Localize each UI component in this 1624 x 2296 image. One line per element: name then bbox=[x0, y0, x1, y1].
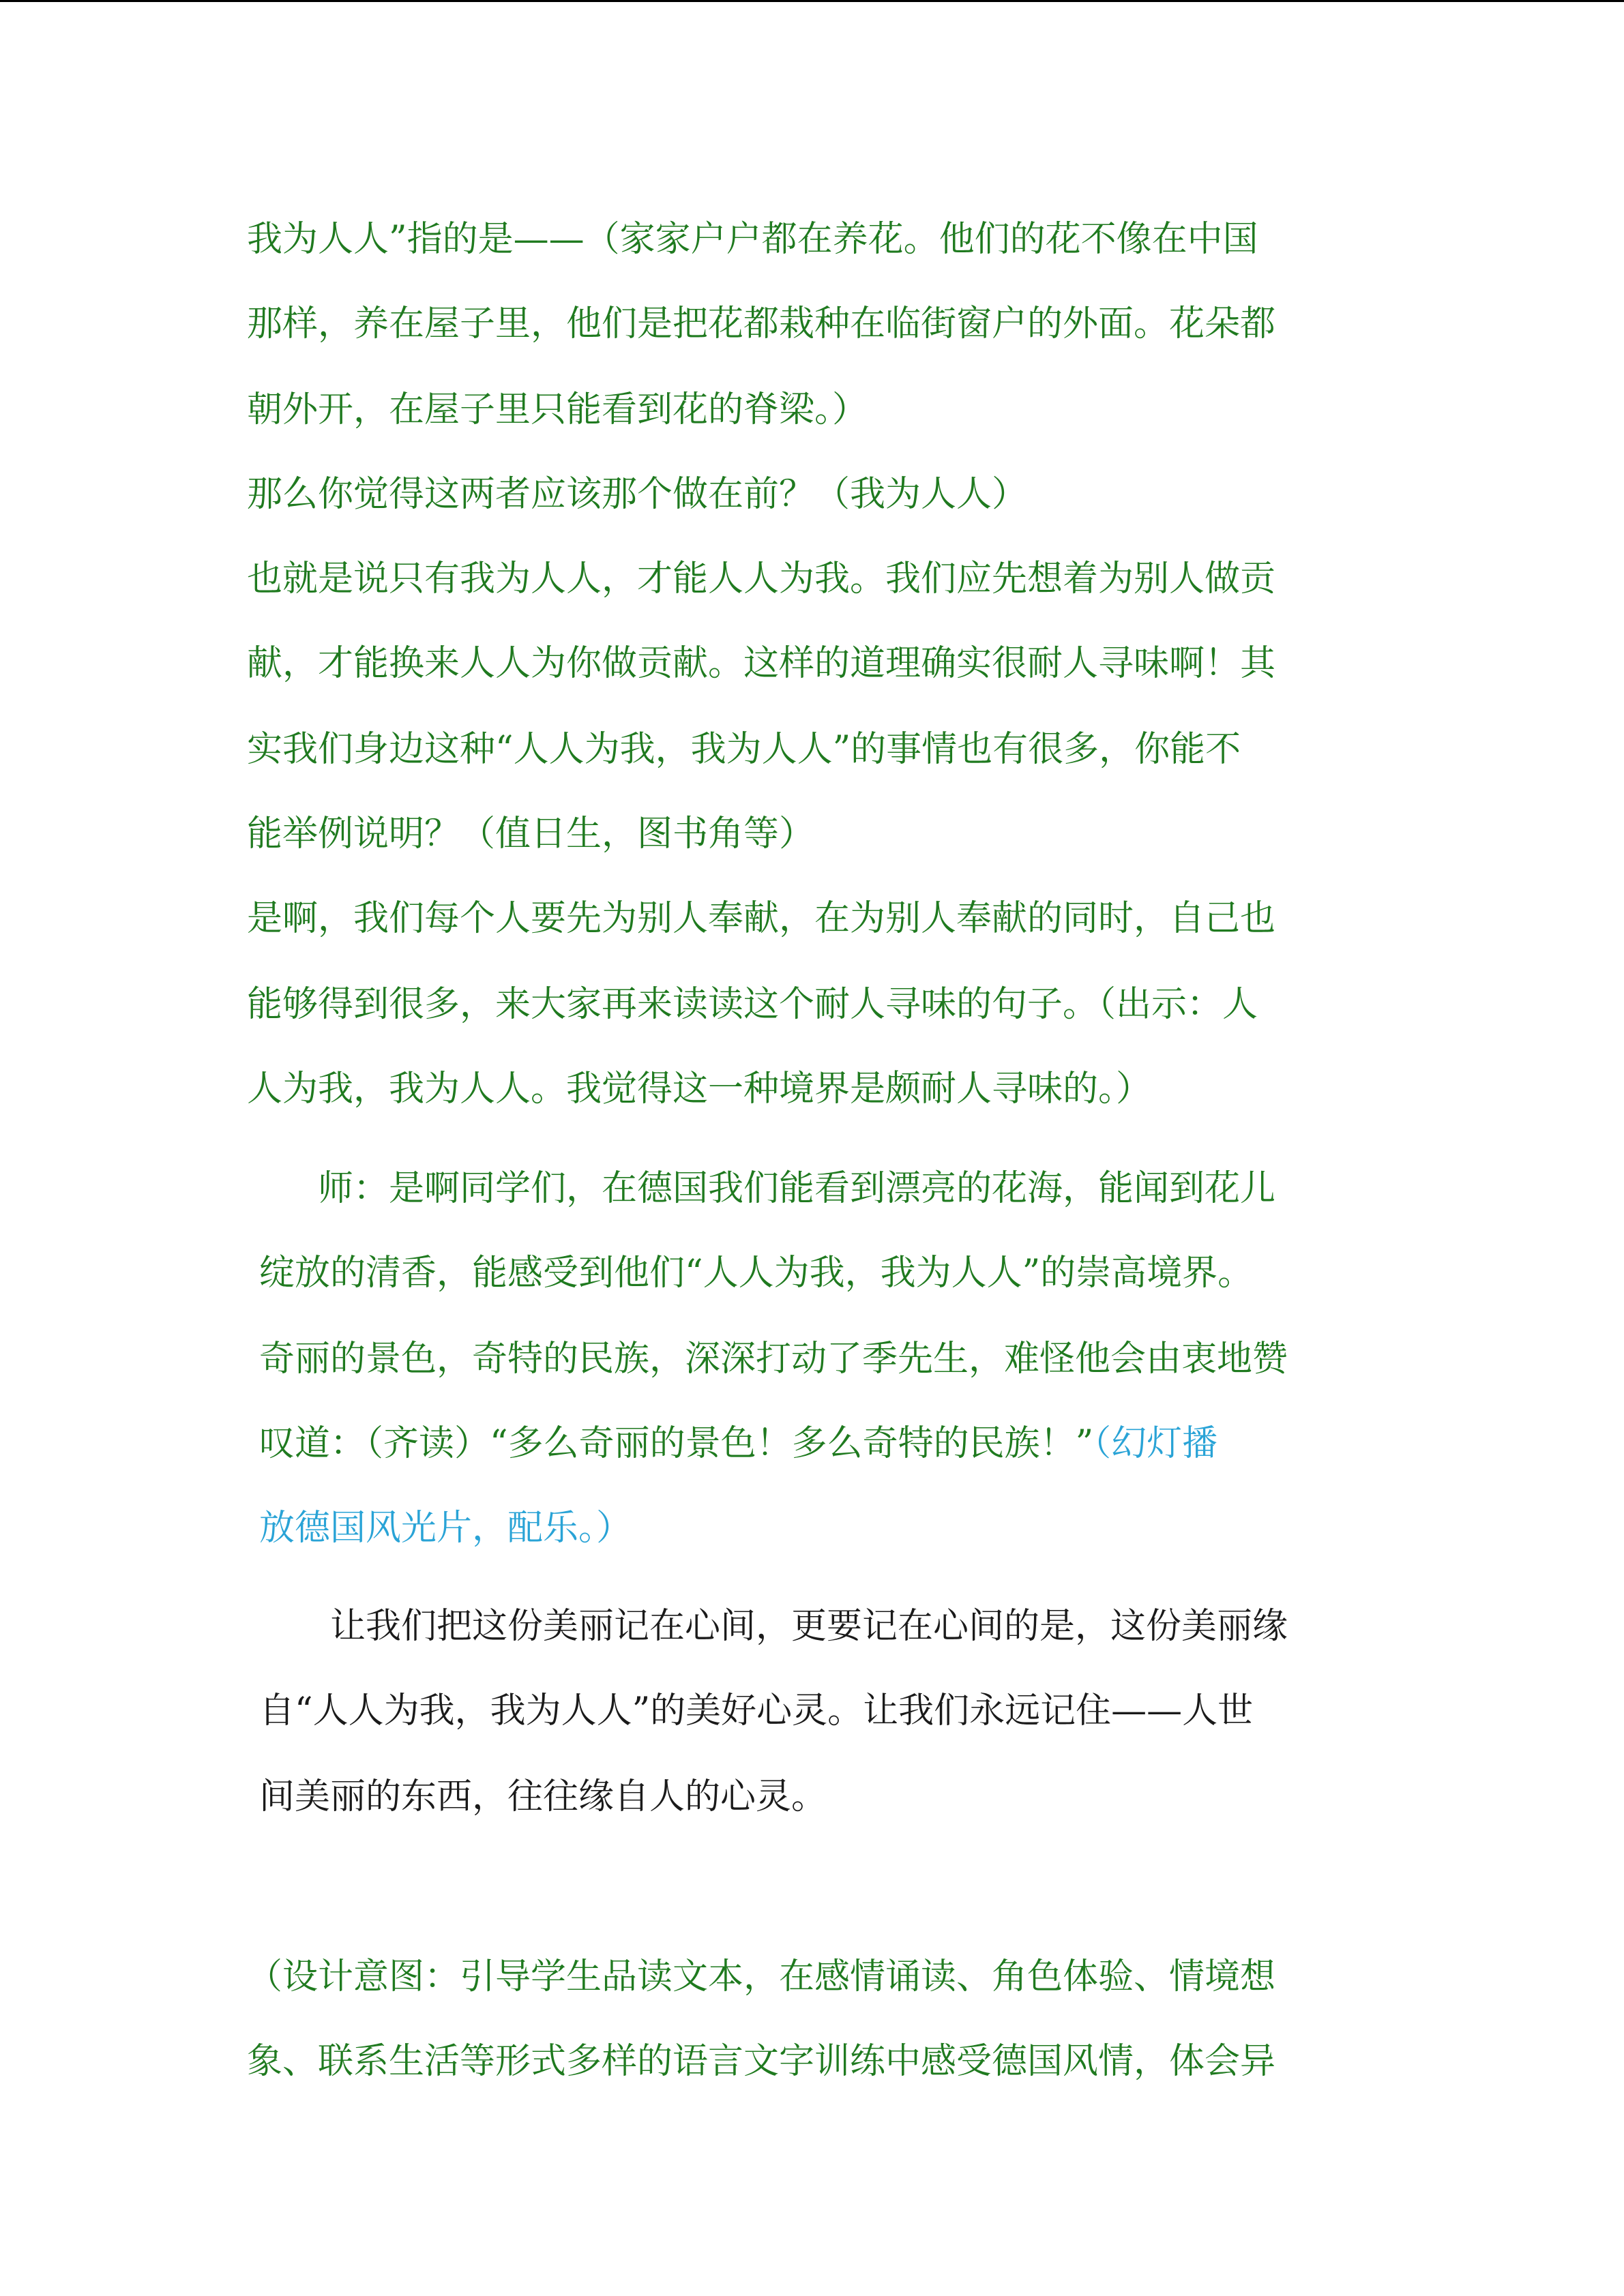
text-line: 也就是说只有我为人人，才能人人为我。我们应先想着为别人做贡 bbox=[247, 558, 1276, 599]
text-line: 象、联系生活等形式多样的语言文字训练中感受德国风情，体会异 bbox=[247, 2041, 1276, 2082]
text-line: 那么你觉得这两者应该那个做在前？（我为人人） bbox=[247, 474, 1028, 515]
text-span: 叹道：（齐读）“多么奇丽的景色！多么奇特的民族！” bbox=[259, 1423, 1094, 1464]
text-line: 绽放的清香，能感受到他们“人人为我，我为人人”的崇高境界。 bbox=[259, 1253, 1254, 1294]
text-line: 实我们身边这种“人人为我，我为人人”的事情也有很多，你能不 bbox=[247, 729, 1241, 770]
text-line: 能举例说明？（值日生，图书角等） bbox=[247, 814, 815, 854]
text-line: 奇丽的景色，奇特的民族，深深打动了季先生，难怪他会由衷地赞 bbox=[259, 1339, 1288, 1380]
text-line-with-note bbox=[259, 1413, 1624, 1474]
text-line: 人为我，我为人人。我觉得这一种境界是颇耐人寻味的。） bbox=[247, 1069, 1152, 1109]
text-line: 能够得到很多，来大家再来读读这个耐人寻味的句子。（出示：人 bbox=[247, 984, 1258, 1025]
text-line: 我为人人”指的是——（家家户户都在养花。他们的花不像在中国 bbox=[247, 219, 1258, 260]
slide-note-span: （幻灯播 bbox=[1093, 1423, 1218, 1464]
text-line: 自“人人为我，我为人人”的美好心灵。让我们永远记住——人世 bbox=[259, 1690, 1254, 1731]
text-line: 让我们把这份美丽记在心间，更要记在心间的是，这份美丽缘 bbox=[259, 1606, 1288, 1647]
text-line: 是啊，我们每个人要先为别人奉献，在为别人奉献的同时，自己也 bbox=[247, 898, 1276, 939]
text-line: 朝外开，在屋子里只能看到花的脊梁。） bbox=[247, 389, 868, 430]
slide-note-line: 放德国风光片，配乐。） bbox=[259, 1508, 632, 1549]
text-line: 那样，养在屋子里，他们是把花都栽种在临街窗户的外面。花朵都 bbox=[247, 303, 1276, 344]
text-line: （设计意图：引导学生品读文本，在感情诵读、角色体验、情境想 bbox=[247, 1956, 1276, 1997]
text-line: 间美丽的东西，往往缘自人的心灵。 bbox=[259, 1776, 827, 1817]
text-line: 献，才能换来人人为你做贡献。这样的道理确实很耐人寻味啊！其 bbox=[247, 643, 1276, 684]
page-top-border bbox=[0, 0, 1624, 2]
text-line: 师：是啊同学们，在德国我们能看到漂亮的花海，能闻到花儿 bbox=[247, 1168, 1276, 1209]
